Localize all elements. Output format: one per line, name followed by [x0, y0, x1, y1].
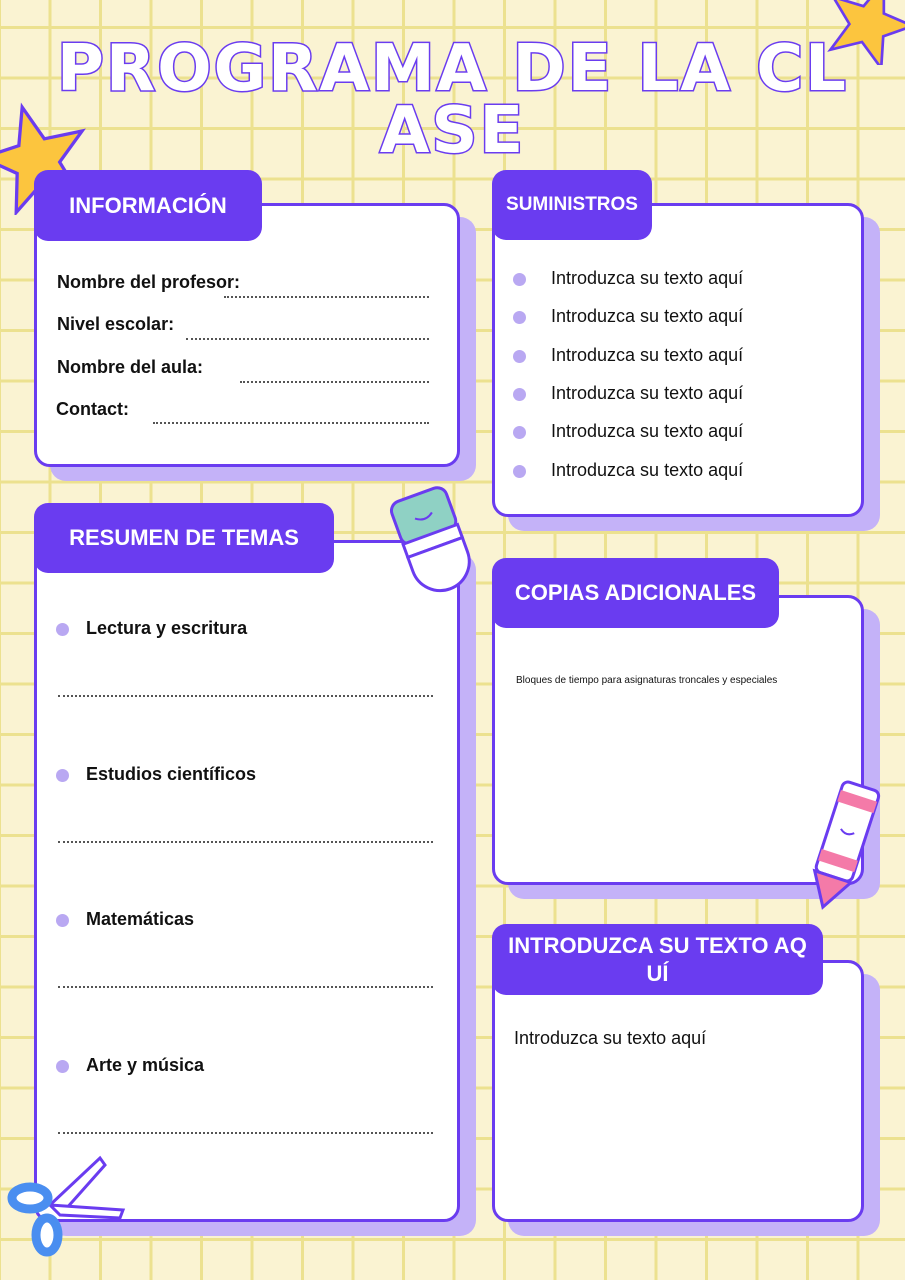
supply-item[interactable]: Introduzca su texto aquí	[551, 459, 744, 480]
info-heading: INFORMACIÓN	[34, 170, 262, 241]
bullet-icon	[56, 1060, 69, 1073]
topic-notes-input[interactable]	[58, 695, 433, 697]
topics-heading: RESUMEN DE TEMAS	[34, 503, 334, 573]
extra-heading-text: INTRODUZCA SU TEXTO AQUÍ	[508, 932, 807, 986]
field-contact: Contact:	[56, 399, 129, 419]
copies-heading-text: COPIAS ADICIONALES	[514, 580, 757, 605]
extra-text[interactable]: Introduzca su texto aquí	[514, 1028, 707, 1048]
topic-item: Matemáticas	[86, 909, 195, 929]
bullet-icon	[56, 623, 69, 636]
bullet-icon	[513, 465, 526, 478]
scissors-icon	[5, 1150, 130, 1260]
field-grade-level: Nivel escolar:	[57, 314, 175, 334]
supply-item[interactable]: Introduzca su texto aquí	[551, 382, 744, 403]
classroom-input[interactable]	[240, 381, 429, 383]
grade-level-input[interactable]	[186, 338, 429, 340]
contact-input[interactable]	[153, 422, 429, 424]
bullet-icon	[513, 273, 526, 286]
page-title	[0, 32, 905, 168]
title-line-2: ASE	[379, 94, 526, 168]
supplies-heading-text: SUMINISTROS	[506, 194, 638, 215]
extra-card	[492, 960, 864, 1222]
topic-notes-input[interactable]	[58, 841, 433, 843]
copies-heading	[492, 558, 779, 628]
eraser-icon	[385, 482, 480, 597]
topic-notes-input[interactable]	[58, 986, 433, 988]
teacher-name-input[interactable]	[224, 296, 429, 298]
info-card	[34, 203, 460, 467]
bullet-icon	[513, 350, 526, 363]
supplies-heading	[492, 170, 652, 240]
field-classroom: Nombre del aula:	[57, 357, 204, 377]
bullet-icon	[513, 388, 526, 401]
topic-notes-input[interactable]	[58, 1132, 433, 1134]
field-teacher-name: Nombre del profesor:	[57, 272, 241, 292]
topic-item: Estudios científicos	[86, 763, 257, 784]
supply-item[interactable]: Introduzca su texto aquí	[551, 421, 744, 442]
copies-text[interactable]: Bloques de tiempo para asignaturas troncales y especiales	[516, 675, 778, 686]
topic-item: Arte y música	[86, 1054, 205, 1075]
supply-item[interactable]: Introduzca su texto aquí	[551, 344, 744, 365]
extra-heading	[492, 924, 823, 995]
supply-item[interactable]: Introduzca su texto aquí	[551, 306, 744, 327]
bullet-icon	[56, 914, 69, 927]
bullet-icon	[56, 769, 69, 782]
topic-item: Lectura y escritura	[86, 618, 248, 638]
crayon-icon	[800, 775, 885, 915]
topics-card	[34, 540, 460, 1222]
supply-item[interactable]: Introduzca su texto aquí	[551, 268, 744, 288]
title-line-1: PROGRAMA DE LA CL	[57, 32, 848, 106]
